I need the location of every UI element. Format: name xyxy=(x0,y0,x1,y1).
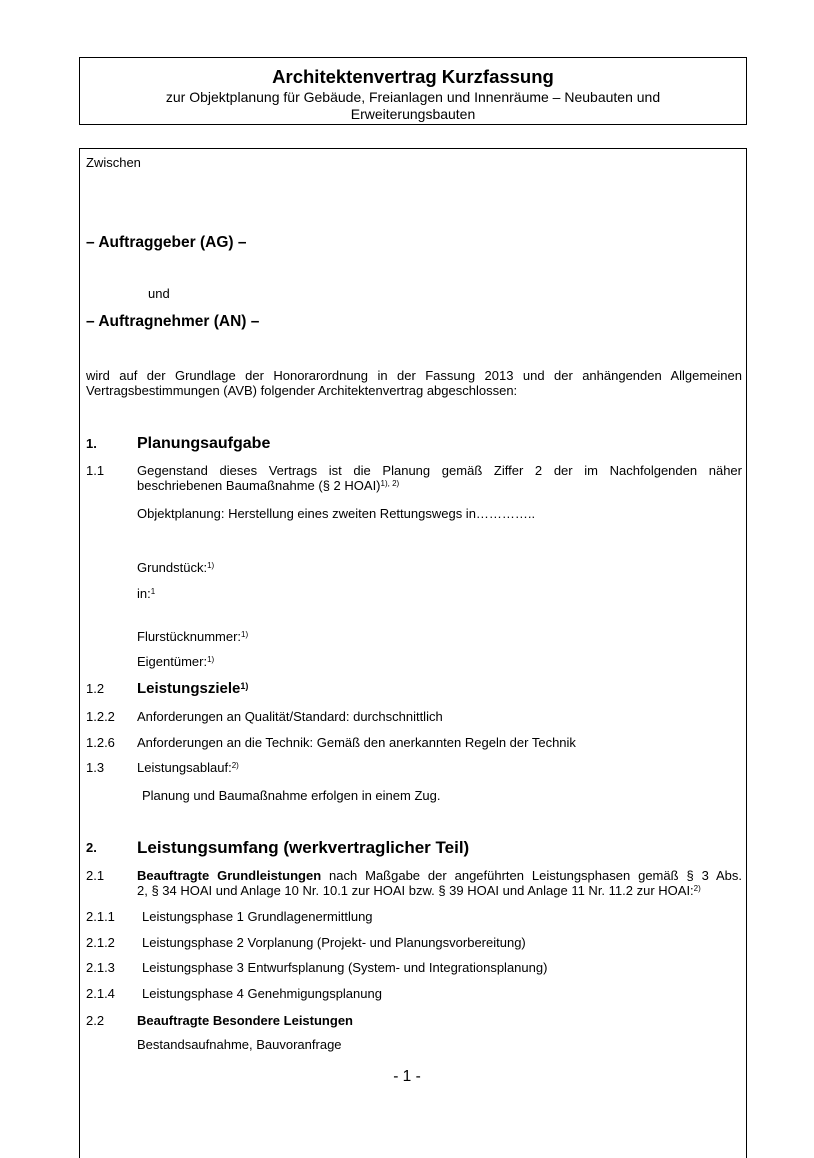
section-1-1-text xyxy=(137,463,742,493)
section-2-1-footnote: 2) xyxy=(693,884,701,893)
section-1-3-detail: Planung und Baumaßnahme erfolgen in einem Zug. xyxy=(142,788,441,803)
section-2-number: 2. xyxy=(86,840,97,855)
section-1-heading: Planungsaufgabe xyxy=(137,435,271,452)
document-title: Architektenvertrag Kurzfassung xyxy=(272,66,554,87)
client-label: – Auftraggeber (AG) – xyxy=(86,234,247,251)
section-2-heading: Leistungsumfang (werkvertraglicher Teil) xyxy=(137,838,470,857)
intro-paragraph xyxy=(86,368,742,398)
section-1-3-text: Leistungsablauf: xyxy=(137,760,232,775)
section-2-1-line-2: 2, § 34 HOAI und Anlage 10 Nr. 10.1 zur HOAI bzw. § 39 HOAI und Anlage 11 Nr. 11.2 zur HOAI: xyxy=(137,883,694,898)
section-2-1-line-1 xyxy=(137,868,742,883)
location-label: in: xyxy=(137,586,151,601)
owner-label: Eigentümer: xyxy=(137,654,208,669)
section-1-2-number: 1.2 xyxy=(86,681,105,696)
section-2-2-number: 2.2 xyxy=(86,1013,105,1028)
owner-field xyxy=(137,654,214,669)
section-1-2-2-number: 1.2.2 xyxy=(86,709,115,724)
phase-3-number: 2.1.3 xyxy=(86,960,115,975)
section-1-2-6-text: Anforderungen an die Technik: Gemäß den anerkannten Regeln der Technik xyxy=(137,735,576,750)
plot-field xyxy=(137,560,214,575)
parcel-number-field xyxy=(137,629,248,644)
phase-2-text: Leistungsphase 2 Vorplanung (Projekt- und Planungsvorbereitung) xyxy=(142,935,526,950)
section-2-2-heading: Beauftragte Besondere Leistungen xyxy=(137,1013,353,1028)
parcel-number-label: Flurstücknummer: xyxy=(137,629,242,644)
intro-line-1: wird auf der Grundlage der Honorarordnung in der Fassung 2013 und der anhängenden Allgemeinen xyxy=(86,368,742,383)
page-number: - 1 - xyxy=(393,1068,421,1085)
section-1-3-label xyxy=(137,760,239,775)
section-1-2-heading xyxy=(137,680,248,698)
section-2-1-bold: Beauftragte Grundleistungen xyxy=(137,868,322,883)
plot-label: Grundstück: xyxy=(137,560,208,575)
title-box xyxy=(79,57,747,125)
location-footnote: 1 xyxy=(150,587,156,596)
object-planning-text: Objektplanung: Herstellung eines zweiten Rettungswegs in………….. xyxy=(137,506,536,521)
and-label: und xyxy=(148,286,170,301)
phase-4-text: Leistungsphase 4 Genehmigungsplanung xyxy=(142,986,382,1001)
plot-footnote: 1) xyxy=(207,561,215,570)
document-subtitle-line-2: Erweiterungsbauten xyxy=(350,106,476,122)
phase-1-text: Leistungsphase 1 Grundlagenermittlung xyxy=(142,909,373,924)
section-1-3-number: 1.3 xyxy=(86,760,105,775)
section-1-1-number: 1.1 xyxy=(86,463,105,478)
phase-4-number: 2.1.4 xyxy=(86,986,115,1001)
section-1-3-footnote: 2) xyxy=(231,761,239,770)
section-1-number: 1. xyxy=(86,436,97,451)
section-1-2-footnote: 1) xyxy=(240,681,249,691)
section-2-2-text: Bestandsaufnahme, Bauvoranfrage xyxy=(137,1037,342,1052)
document-subtitle-line-1: zur Objektplanung für Gebäude, Freianlagen und Innenräume – Neubauten und xyxy=(165,89,661,105)
section-2-1-line-1-rest: nach Maßgabe der angeführten Leistungsphasen gemäß § 3 Abs. xyxy=(321,868,742,883)
section-2-1-number: 2.1 xyxy=(86,868,105,883)
phase-1-number: 2.1.1 xyxy=(86,909,115,924)
contractor-label: – Auftragnehmer (AN) – xyxy=(86,313,260,330)
phase-2-number: 2.1.2 xyxy=(86,935,115,950)
section-1-1-line-2: beschriebenen Baumaßnahme (§ 2 HOAI) xyxy=(137,478,381,493)
section-2-1-text xyxy=(137,868,742,898)
section-1-1-footnote: 1), 2) xyxy=(380,479,400,488)
section-1-1-line-1: Gegenstand dieses Vertrags ist die Planung gemäß Ziffer 2 der im Nachfolgenden näher xyxy=(137,463,742,478)
intro-line-2: Vertragsbestimmungen (AVB) folgender Architektenvertrag abgeschlossen: xyxy=(86,383,518,398)
contract-body xyxy=(79,148,747,1158)
parcel-number-footnote: 1) xyxy=(241,630,249,639)
owner-footnote: 1) xyxy=(207,655,215,664)
phase-3-text: Leistungsphase 3 Entwurfsplanung (System- und Integrationsplanung) xyxy=(142,960,548,975)
section-1-2-6-number: 1.2.6 xyxy=(86,735,115,750)
between-label: Zwischen xyxy=(86,155,141,170)
location-field xyxy=(137,586,155,601)
section-1-2-heading-text: Leistungsziele xyxy=(137,680,241,697)
section-1-2-2-text: Anforderungen an Qualität/Standard: durchschnittlich xyxy=(137,709,443,724)
